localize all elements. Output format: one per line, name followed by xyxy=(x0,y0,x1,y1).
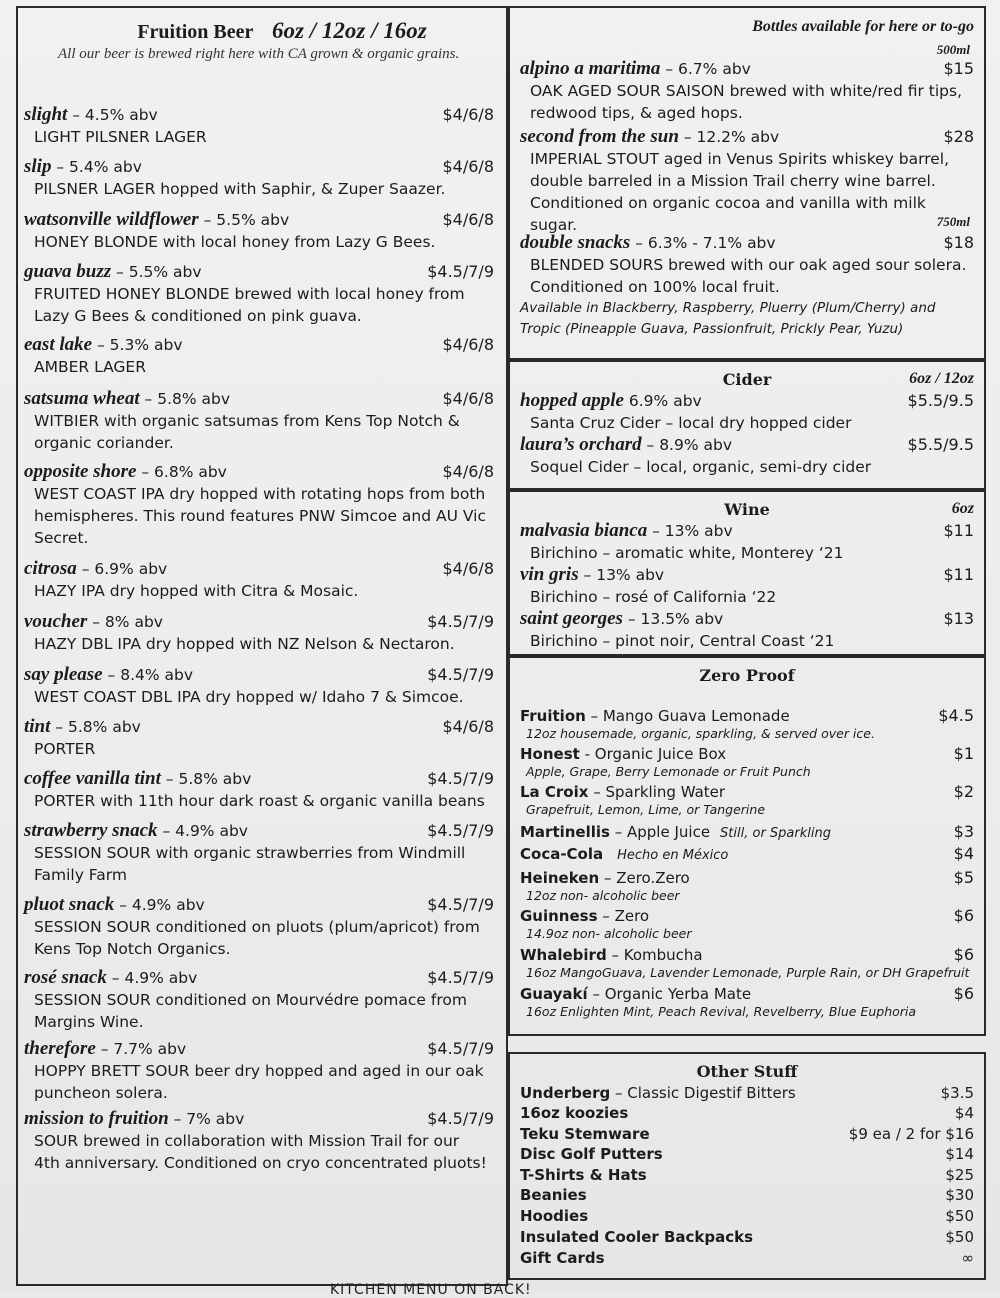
beer-price: $4.5/7/9 xyxy=(427,1109,494,1128)
beer-abv: – 5.5% abv xyxy=(111,263,202,281)
bottles-section xyxy=(508,6,986,360)
beer-item-say-please xyxy=(24,664,494,708)
beer-name: guava buzz xyxy=(24,261,112,282)
beer-name: mission to fruition xyxy=(24,1108,169,1129)
wine-price: $13 xyxy=(943,609,974,628)
cider-item-hopped-apple xyxy=(520,390,974,434)
zero-name: Honest xyxy=(520,745,580,763)
bottle-price: $18 xyxy=(943,233,974,252)
beer-desc: HONEY BLONDE with local honey from Lazy G Bees. xyxy=(34,233,436,251)
cider-item-lauras-orchard xyxy=(520,434,974,478)
other-price: $4 xyxy=(954,1104,974,1122)
other-stuff-section xyxy=(508,1052,986,1280)
zero-sub: Grapefruit, Lemon, Lime, or Tangerine xyxy=(526,802,766,817)
beer-abv: – 8.4% abv xyxy=(102,666,194,684)
beer-desc: WEST COAST IPA dry hopped with rotating hops from both hemispheres. This round features PNW Simcoe and AU Vic Secret. xyxy=(34,485,486,547)
beer-price: $4.5/7/9 xyxy=(427,665,494,684)
other-name: Underberg xyxy=(520,1084,611,1102)
wine-section xyxy=(508,490,986,656)
zero-proof-section xyxy=(508,656,986,1036)
beer-price: $4/6/8 xyxy=(442,157,494,176)
other-price: $9 ea / 2 for $16 xyxy=(848,1125,974,1143)
zero-item xyxy=(520,782,974,818)
zero-item xyxy=(520,868,974,904)
cider-abv: – 8.9% abv xyxy=(641,436,733,454)
beer-item-therefore xyxy=(24,1038,494,1104)
bottle-price: $15 xyxy=(943,59,974,78)
other-item xyxy=(520,1185,974,1206)
bottle-abv: – 12.2% abv xyxy=(678,128,780,146)
zero-name: Heineken xyxy=(520,869,600,887)
beer-desc: FRUITED HONEY BLONDE brewed with local honey from Lazy G Bees & conditioned on pink guava. xyxy=(34,285,465,325)
beer-name: strawberry snack xyxy=(24,820,158,841)
beer-name: east lake xyxy=(24,334,93,355)
wine-name: saint georges xyxy=(520,608,623,629)
beer-price: $4/6/8 xyxy=(442,389,494,408)
beer-item-coffee-vanilla-tint xyxy=(24,768,494,812)
beer-price: $4.5/7/9 xyxy=(427,1039,494,1058)
beer-desc: SESSION SOUR with organic strawberries from Windmill Family Farm xyxy=(34,844,466,884)
beer-abv: – 7.7% abv xyxy=(95,1040,187,1058)
bottle-flavors-note: Available in Blackberry, Raspberry, Pluerry (Plum/Cherry) and Tropic (Pineapple Guava, Passionfruit, Prickly Pear, Yuzu) xyxy=(520,300,936,337)
beer-price: $4/6/8 xyxy=(442,559,494,578)
beer-price: $4/6/8 xyxy=(442,210,494,229)
wine-name: vin gris xyxy=(520,564,579,585)
beer-price: $4.5/7/9 xyxy=(427,612,494,631)
beer-abv: – 5.3% abv xyxy=(92,336,183,354)
cider-desc: Santa Cruz Cider – local dry hopped cider xyxy=(530,414,852,432)
zero-sub: 16oz Enlighten Mint, Peach Revival, Revelberry, Blue Euphoria xyxy=(526,1004,917,1019)
bottle-item-second-from-the-sun xyxy=(520,126,974,236)
bottle-name: second from the sun xyxy=(520,126,679,147)
other-item xyxy=(520,1124,974,1145)
beer-abv: – 5.8% abv xyxy=(50,718,141,736)
other-item xyxy=(520,1083,974,1104)
wine-desc: Birichino – rosé of California ‘22 xyxy=(530,588,777,606)
beer-header xyxy=(18,18,506,44)
beer-desc: HOPPY BRETT SOUR beer dry hopped and aged in our oak puncheon solera. xyxy=(34,1062,484,1102)
wine-title: Wine xyxy=(724,500,770,519)
zero-price: $4.5 xyxy=(938,706,974,725)
bottle-item-alpino xyxy=(520,58,974,124)
beer-name: say please xyxy=(24,664,103,685)
other-name: Disc Golf Putters xyxy=(520,1145,663,1163)
bottle-price: $28 xyxy=(943,127,974,146)
wine-item-vin-gris xyxy=(520,564,974,608)
beer-name: pluot snack xyxy=(24,894,115,915)
beer-abv: – 4.9% abv xyxy=(114,896,205,914)
beer-desc: HAZY DBL IPA dry hopped with NZ Nelson & Nectaron. xyxy=(34,635,455,653)
beer-item-rose-snack xyxy=(24,967,494,1033)
beer-name: rosé snack xyxy=(24,967,107,988)
zero-name: La Croix xyxy=(520,783,589,801)
wine-name: malvasia bianca xyxy=(520,520,648,541)
other-price: $50 xyxy=(945,1228,974,1246)
beer-price: $4.5/7/9 xyxy=(427,968,494,987)
cider-name: hopped apple xyxy=(520,390,624,411)
zero-desc: – Apple Juice xyxy=(609,823,711,841)
beer-desc: PILSNER LAGER hopped with Saphir, & Zuper Saazer. xyxy=(34,180,446,198)
cider-price: $5.5/9.5 xyxy=(907,391,974,410)
zero-item xyxy=(520,945,974,981)
beer-abv: – 5.4% abv xyxy=(51,158,142,176)
zero-name: Whalebird xyxy=(520,946,607,964)
other-item xyxy=(520,1103,974,1124)
wine-abv: – 13% abv xyxy=(647,522,733,540)
beer-price: $4/6/8 xyxy=(442,335,494,354)
beer-price: $4/6/8 xyxy=(442,105,494,124)
beer-price: $4/6/8 xyxy=(442,717,494,736)
cider-desc: Soquel Cider – local, organic, semi-dry cider xyxy=(530,458,872,476)
bottle-desc: IMPERIAL STOUT aged in Venus Spirits whiskey barrel, double barreled in a Mission Trail cherry wine barrel. Conditioned on organic cocoa and vanilla with milk sugar. xyxy=(530,150,950,234)
zero-name: Guayakí xyxy=(520,985,588,1003)
zero-sub: 16oz MangoGuava, Lavender Lemonade, Purple Rain, or DH Grapefruit xyxy=(526,965,970,980)
beer-item-pluot-snack xyxy=(24,894,494,960)
other-item xyxy=(520,1227,974,1248)
zero-desc: – Organic Yerba Mate xyxy=(587,985,752,1003)
zero-price: $4 xyxy=(953,844,974,863)
bottle-name: double snacks xyxy=(520,232,631,253)
bottle-abv: – 6.3% - 7.1% abv xyxy=(630,234,776,252)
beer-abv: – 8% abv xyxy=(87,613,163,631)
cider-sizes: 6oz / 12oz xyxy=(909,370,974,387)
beer-name: therefore xyxy=(24,1038,96,1059)
zero-item xyxy=(520,906,974,942)
beer-item-guava-buzz xyxy=(24,261,494,327)
zero-price: $2 xyxy=(953,782,974,801)
wine-desc: Birichino – aromatic white, Monterey ‘21 xyxy=(530,544,844,562)
beer-desc: HAZY IPA dry hopped with Citra & Mosaic. xyxy=(34,582,359,600)
wine-desc: Birichino – pinot noir, Central Coast ‘21 xyxy=(530,632,835,650)
zero-item xyxy=(520,822,974,842)
other-name: Gift Cards xyxy=(520,1249,605,1267)
beer-desc: LIGHT PILSNER LAGER xyxy=(34,128,207,146)
beer-item-opposite-shore xyxy=(24,461,494,549)
beer-desc: AMBER LAGER xyxy=(34,358,146,376)
beer-sizes: 6oz / 12oz / 16oz xyxy=(272,18,427,43)
zero-item xyxy=(520,844,974,864)
other-item xyxy=(520,1165,974,1186)
wine-price: $11 xyxy=(943,521,974,540)
zero-item xyxy=(520,984,974,1020)
other-item xyxy=(520,1144,974,1165)
zero-name: Fruition xyxy=(520,707,586,725)
beer-name: tint xyxy=(24,716,51,737)
beer-item-slight xyxy=(24,104,494,148)
beer-title: Fruition Beer xyxy=(137,21,254,43)
bottle-name: alpino a maritima xyxy=(520,58,661,79)
other-name: 16oz koozies xyxy=(520,1104,629,1122)
other-price: $3.5 xyxy=(940,1084,974,1102)
bottle-item-double-snacks xyxy=(520,232,974,340)
beer-desc: WITBIER with organic satsumas from Kens Top Notch & organic coriander. xyxy=(34,412,460,452)
other-item xyxy=(520,1248,974,1269)
wine-abv: – 13.5% abv xyxy=(622,610,724,628)
beer-abv: – 7% abv xyxy=(168,1110,245,1128)
beer-abv: – 6.8% abv xyxy=(136,463,227,481)
zero-price: $6 xyxy=(953,906,974,925)
zero-name: Martinellis xyxy=(520,823,610,841)
beer-name: watsonville wildflower xyxy=(24,209,199,230)
zero-sub: 12oz housemade, organic, sparkling, & served over ice. xyxy=(526,726,875,741)
beer-item-slip xyxy=(24,156,494,200)
wine-item-saint-georges xyxy=(520,608,974,652)
beer-item-citrosa xyxy=(24,558,494,602)
other-stuff-title: Other Stuff xyxy=(696,1062,798,1081)
zero-price: $6 xyxy=(953,945,974,964)
wine-item-malvasia-bianca xyxy=(520,520,974,564)
beer-price: $4.5/7/9 xyxy=(427,262,494,281)
beer-desc: SESSION SOUR conditioned on Mourvédre pomace from Margins Wine. xyxy=(34,991,467,1031)
other-name: Teku Stemware xyxy=(520,1125,650,1143)
zero-price: $6 xyxy=(953,984,974,1003)
beer-name: coffee vanilla tint xyxy=(24,768,161,789)
bottle-size-750: 750ml xyxy=(936,214,970,229)
beer-item-watsonville-wildflower xyxy=(24,209,494,253)
other-desc: – Classic Digestif Bitters xyxy=(610,1084,796,1102)
beer-abv: – 5.8% abv xyxy=(160,770,252,788)
zero-price: $5 xyxy=(953,868,974,887)
zero-desc: – Kombucha xyxy=(606,946,703,964)
beer-item-strawberry-snack xyxy=(24,820,494,886)
zero-proof-title: Zero Proof xyxy=(699,666,795,685)
zero-desc: - Organic Juice Box xyxy=(579,745,727,763)
beer-abv: – 6.9% abv xyxy=(76,560,168,578)
zero-inline-note: Hecho en México xyxy=(617,848,729,863)
zero-name: Guinness xyxy=(520,907,598,925)
beer-desc: WEST COAST DBL IPA dry hopped w/ Idaho 7 & Simcoe. xyxy=(34,688,464,706)
other-name: Insulated Cooler Backpacks xyxy=(520,1228,754,1246)
other-price: $14 xyxy=(945,1145,974,1163)
beer-abv: – 4.5% abv xyxy=(67,106,158,124)
beer-price: $4.5/7/9 xyxy=(427,769,494,788)
cider-title: Cider xyxy=(722,370,772,389)
beer-item-tint xyxy=(24,716,494,760)
beer-item-mission-to-fruition xyxy=(24,1108,494,1174)
zero-price: $1 xyxy=(953,744,974,763)
beer-abv: – 5.8% abv xyxy=(139,390,231,408)
beer-name: slight xyxy=(24,104,68,125)
beer-price: $4.5/7/9 xyxy=(427,895,494,914)
zero-desc: – Sparkling Water xyxy=(588,783,726,801)
beer-price: $4.5/7/9 xyxy=(427,821,494,840)
cider-abv: 6.9% abv xyxy=(623,392,702,410)
other-name: Beanies xyxy=(520,1186,587,1204)
zero-desc: – Mango Guava Lemonade xyxy=(585,707,790,725)
other-price: ∞ xyxy=(961,1249,974,1267)
beer-desc: SESSION SOUR conditioned on pluots (plum/apricot) from Kens Top Notch Organics. xyxy=(34,918,480,958)
beer-item-voucher xyxy=(24,611,494,655)
beer-desc: SOUR brewed in collaboration with Mission Trail for our 4th anniversary. Conditioned on cryo concentrated pluots! xyxy=(34,1132,487,1172)
other-item xyxy=(520,1206,974,1227)
cider-section xyxy=(508,360,986,490)
beer-name: citrosa xyxy=(24,558,77,579)
beer-abv: – 4.9% abv xyxy=(157,822,248,840)
beer-item-satsuma-wheat xyxy=(24,388,494,454)
beer-name: slip xyxy=(24,156,52,177)
other-name: T-Shirts & Hats xyxy=(520,1166,647,1184)
zero-name: Coca-Cola xyxy=(520,845,604,863)
other-price: $25 xyxy=(945,1166,974,1184)
beer-abv: – 4.9% abv xyxy=(106,969,198,987)
zero-item xyxy=(520,706,974,742)
zero-sub: 14.9oz non- alcoholic beer xyxy=(526,926,692,941)
beer-name: satsuma wheat xyxy=(24,388,140,409)
other-name: Hoodies xyxy=(520,1207,589,1225)
beer-desc: PORTER with 11th hour dark roast & organic vanilla beans xyxy=(34,792,485,810)
beer-abv: – 5.5% abv xyxy=(198,211,290,229)
wine-price: $11 xyxy=(943,565,974,584)
beer-price: $4/6/8 xyxy=(442,462,494,481)
zero-desc: – Zero xyxy=(597,907,650,925)
wine-abv: – 13% abv xyxy=(578,566,665,584)
zero-inline-note: Still, or Sparkling xyxy=(720,826,831,841)
beer-desc: PORTER xyxy=(34,740,96,758)
zero-item xyxy=(520,744,974,780)
beer-name: opposite shore xyxy=(24,461,137,482)
cider-name: laura’s orchard xyxy=(520,434,642,455)
beer-item-east-lake xyxy=(24,334,494,378)
other-price: $50 xyxy=(945,1207,974,1225)
zero-sub: Apple, Grape, Berry Lemonade or Fruit Punch xyxy=(526,764,811,779)
bottle-desc: BLENDED SOURS brewed with our oak aged sour solera. Conditioned on 100% local fruit. xyxy=(530,256,967,296)
beer-subtitle: All our beer is brewed right here with CA grown & organic grains. xyxy=(58,46,460,62)
cider-price: $5.5/9.5 xyxy=(907,435,974,454)
beer-name: voucher xyxy=(24,611,88,632)
zero-price: $3 xyxy=(953,822,974,841)
bottles-title: Bottles available for here or to-go xyxy=(752,18,974,35)
beer-section xyxy=(16,6,508,1286)
wine-sizes: 6oz xyxy=(951,500,974,517)
footer-note: KITCHEN MENU ON BACK! xyxy=(330,1282,532,1298)
zero-sub: 12oz non- alcoholic beer xyxy=(526,888,680,903)
bottle-desc: OAK AGED SOUR SAISON brewed with white/red fir tips, redwood tips, & aged hops. xyxy=(530,82,963,122)
bottle-size-500: 500ml xyxy=(936,42,970,57)
bottle-abv: – 6.7% abv xyxy=(660,60,751,78)
zero-desc: – Zero.Zero xyxy=(599,869,690,887)
other-price: $30 xyxy=(945,1186,974,1204)
